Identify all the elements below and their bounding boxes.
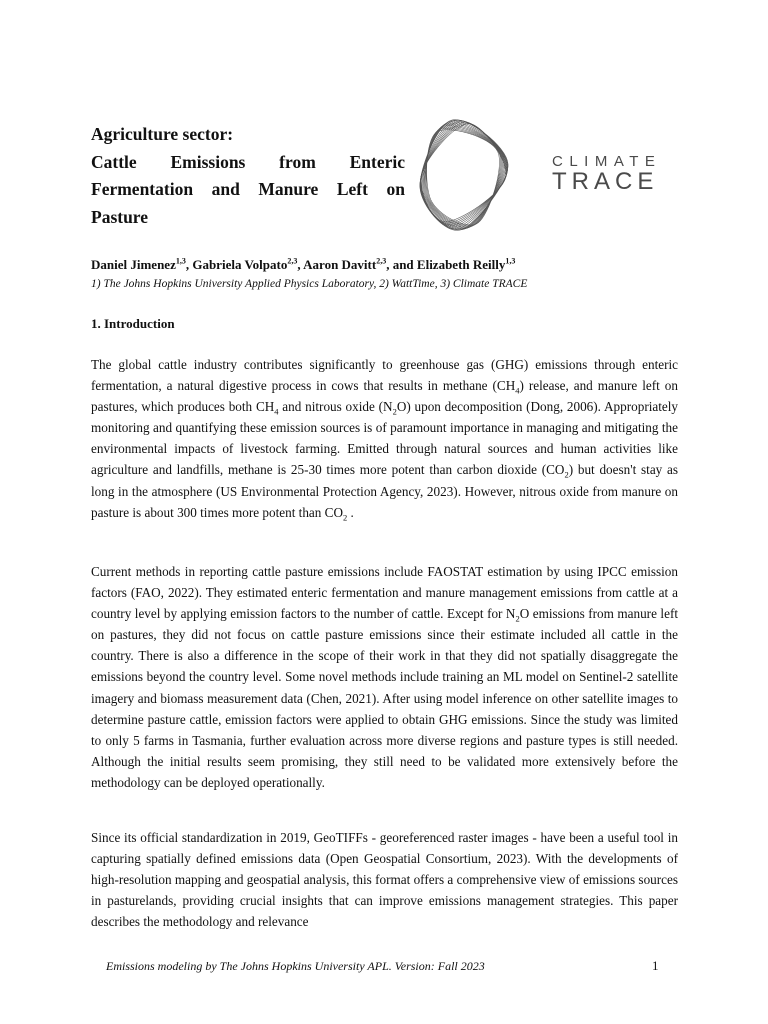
author-name: Daniel Jimenez: [91, 257, 176, 272]
logo-text-climate: CLIMATE: [552, 153, 662, 170]
paragraph: Current methods in reporting cattle pasture emissions include FAOSTAT estimation by using IPCC emission factors (FAO, 2022). They estimated enteric fermentation and manure management emissions from cattle at a country level by applying emission factors to the number of cattle. Except for $N_2O$ emissions from manure left on pastures, they did not focus on cattle pasture emissions since their estimate included all cattle in the country. There is also a difference in the scope of their work in that they did not spatially disaggregate the emissions beyond the country level. Some novel methods include training an ML model on Sentinel-2 satellite imagery and biomass measurement data (Chen, 2021). After using model inference on other satellite images to determine pasture cattle, emission factors were applied to obtain GHG emissions. Since the study was limited to only 5 farms in Tasmania, further evaluation across more diverse regions and pasture types is still needed. Although the initial results seem promising, they still need to be validated more extensively before the methodology can be deployed operationally.: [91, 564, 678, 790]
title-line: Fermentation and Manure Left on: [91, 179, 405, 199]
page-footer: Emissions modeling by The Johns Hopkins University APL. Version: Fall 2023: [106, 959, 485, 973]
author-affiliation-marker: 1,3: [175, 256, 186, 266]
title-line: Pasture: [91, 206, 149, 227]
author-name: Aaron Davitt: [303, 257, 377, 272]
page-number: 1: [652, 958, 659, 973]
paper-title: [91, 121, 405, 231]
title-line: Agriculture sector:: [91, 124, 234, 144]
author-separator: ,: [185, 257, 193, 272]
logo-text-trace: TRACE: [552, 168, 659, 195]
climate-trace-logo-icon: [414, 116, 514, 234]
author-affiliation-marker: 2,3: [287, 256, 298, 266]
logo-ring: [423, 123, 505, 229]
author-separator: ,: [297, 257, 304, 272]
author-separator: ,: [386, 257, 393, 272]
author-name: Gabriela Volpato: [192, 257, 288, 272]
paragraph: The global cattle industry contributes significantly to greenhouse gas (GHG) emissions through enteric fermentation, a natural digestive process in cows that results in methane $(CH_4)$ release, and manure left on pastures, which produces both $CH_4$ and nitrous oxide $(N_2O)$ upon decomposition (Dong, 2006). Appropriately monitoring and quantifying these emission sources is of paramount importance in managing and mitigating the environmental impacts of livestock farming. Emitted through natural sources and human activities like agriculture and landfills, methane is 25-30 times more potent than carbon dioxide $(CO_2)$ but doesn't stay as long in the atmosphere (US Environmental Protection Agency, 2023). However, nitrous oxide from manure on pasture is about 300 times more potent than $CO_2$ .: [91, 357, 679, 523]
paragraph: Since its official standardization in 2019, GeoTIFFs - georeferenced raster images - have been a useful tool in capturing spatially defined emissions data (Open Geospatial Consortium, 2023). With the developments of high-resolution mapping and geospatial analysis, this format offers a comprehensive view of emissions sources in pasturelands, providing crucial insights that can improve emissions management strategies. This paper describes the methodology and relevance: [91, 830, 678, 930]
section-heading: 1. Introduction: [91, 316, 175, 331]
title-line: Cattle Emissions from Enteric: [91, 151, 405, 172]
author-affiliation-marker: 2,3: [376, 256, 387, 266]
author-name: and Elizabeth Reilly: [392, 257, 506, 272]
author-affiliation-marker: 1,3: [505, 256, 516, 266]
author-list: [91, 256, 691, 274]
affiliations: 1) The Johns Hopkins University Applied Physics Laboratory, 2) WattTime, 3) Climate TRACE: [91, 278, 528, 290]
